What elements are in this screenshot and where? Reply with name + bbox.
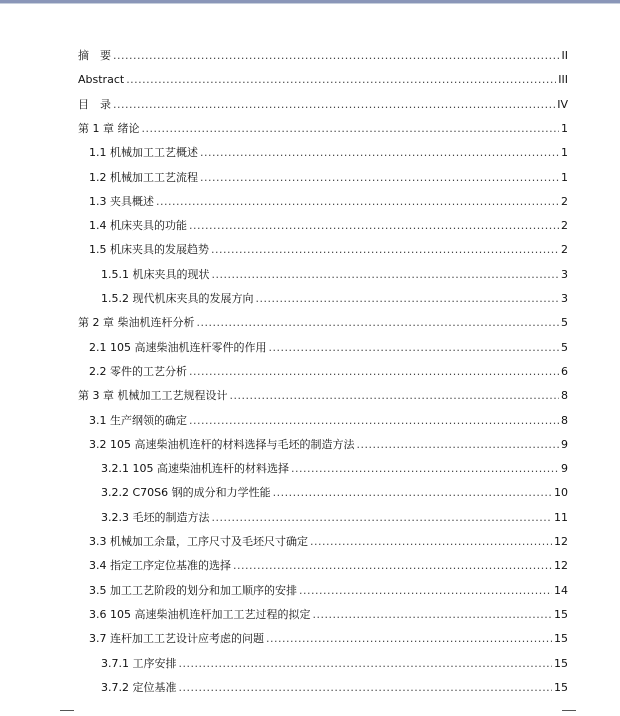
toc-page-number: 11: [554, 510, 568, 524]
toc-page-number: 6: [561, 364, 568, 378]
toc-entry[interactable]: [78, 121, 568, 137]
crop-mark: [562, 710, 576, 711]
toc-entry[interactable]: [89, 242, 568, 258]
toc-entry-title: 3.7.2 定位基准: [101, 680, 177, 694]
toc-entry[interactable]: [89, 558, 568, 574]
toc-leader-dots: [273, 485, 552, 501]
toc-entry-title: 3.7 连杆加工工艺设计应考虑的问题: [89, 632, 264, 646]
toc-entry[interactable]: [89, 437, 568, 453]
toc-leader-dots: [310, 534, 552, 550]
toc-entry-title: 3.2.1 105 高速柴油机连杆的材料选择: [101, 462, 289, 476]
toc-leader-dots: [211, 242, 559, 258]
toc-entry-title: 3.2.3 毛坯的制造方法: [101, 510, 210, 524]
toc-entry[interactable]: [101, 510, 568, 526]
toc-entry[interactable]: [89, 364, 568, 380]
toc-page-number: III: [558, 73, 568, 87]
toc-entry-title: 目 录: [78, 97, 111, 111]
toc-page-number: 3: [561, 267, 568, 281]
toc-page-number: 15: [554, 632, 568, 646]
toc-entry-title: 1.2 机械加工工艺流程: [89, 170, 198, 184]
toc-page-number: 15: [554, 680, 568, 694]
toc-entry[interactable]: [89, 607, 568, 623]
toc-page-number: 15: [554, 656, 568, 670]
toc-entry[interactable]: [89, 170, 568, 186]
toc-leader-dots: [156, 194, 559, 210]
toc-leader-dots: [126, 72, 556, 88]
toc-page-number: 5: [561, 316, 568, 330]
toc-page-number: 2: [561, 243, 568, 257]
toc-leader-dots: [113, 97, 555, 113]
crop-mark: [60, 710, 74, 711]
toc-page-number: 12: [554, 559, 568, 573]
toc-entry-title: 1.3 夹具概述: [89, 194, 154, 208]
toc-leader-dots: [212, 510, 553, 526]
toc-page-number: II: [561, 49, 568, 62]
toc-leader-dots: [200, 145, 559, 161]
toc-leader-dots: [197, 315, 560, 331]
toc-entry-title: 1.4 机床夹具的功能: [89, 219, 187, 233]
toc-entry-title: 1.5.1 机床夹具的现状: [101, 267, 210, 281]
toc-leader-dots: [179, 656, 553, 672]
toc-page-number: 15: [554, 607, 568, 621]
toc-entry-title: Abstract: [78, 73, 125, 87]
toc-entry[interactable]: [89, 194, 568, 210]
toc-entry-title: 2.2 零件的工艺分析: [89, 364, 187, 378]
toc-entry-title: 1.5 机床夹具的发展趋势: [89, 243, 209, 257]
toc-entry-title: 3.4 指定工序定位基准的选择: [89, 559, 231, 573]
toc-entry-title: 3.2 105 高速柴油机连杆的材料选择与毛坯的制造方法: [89, 437, 355, 451]
toc-entry[interactable]: [89, 631, 568, 647]
toc-page-number: 8: [561, 389, 568, 403]
toc-entry-title: 第 2 章 柴油机连杆分析: [78, 316, 195, 330]
toc-page-number: 1: [561, 170, 568, 184]
toc-leader-dots: [312, 607, 552, 623]
toc-entry-title: 第 3 章 机械加工工艺规程设计: [78, 389, 228, 403]
toc-leader-dots: [268, 340, 559, 356]
toc-entry[interactable]: [78, 72, 568, 88]
toc-page-number: 3: [561, 292, 568, 305]
toc-page-number: 1: [561, 146, 568, 160]
toc-page-number: 10: [554, 486, 568, 500]
toc-entry-title: 2.1 105 高速柴油机连杆零件的作用: [89, 340, 267, 354]
toc-leader-dots: [299, 583, 552, 599]
toc-entry-title: 摘 要: [78, 49, 111, 62]
toc-entry-title: 1.1 机械加工工艺概述: [89, 146, 198, 160]
toc-entry[interactable]: [101, 267, 568, 283]
toc-page-number: 9: [561, 462, 568, 476]
toc-entry-title: 3.2.2 C70S6 钢的成分和力学性能: [101, 486, 271, 500]
toc-leader-dots: [230, 388, 560, 404]
toc-page-number: 12: [554, 535, 568, 548]
toc-entry-title: 3.5 加工工艺阶段的划分和加工顺序的安排: [89, 583, 297, 597]
toc-leader-dots: [291, 461, 559, 477]
toc-page-number: IV: [557, 97, 568, 111]
toc-entry[interactable]: [89, 413, 568, 429]
toc-entry[interactable]: [78, 388, 568, 404]
toc-entry[interactable]: [101, 656, 568, 672]
toc-entry-title: 3.6 105 高速柴油机连杆加工工艺过程的拟定: [89, 607, 311, 621]
toc-entry[interactable]: [101, 485, 568, 501]
toc-leader-dots: [113, 48, 560, 64]
toc-entry[interactable]: [101, 680, 568, 696]
toc-entry[interactable]: [101, 291, 568, 307]
toc-page-number: 14: [554, 583, 568, 597]
toc-entry-title: 第 1 章 绪论: [78, 121, 140, 135]
toc-page-number: 2: [561, 219, 568, 233]
toc-leader-dots: [189, 218, 559, 234]
toc-entry[interactable]: [89, 145, 568, 161]
toc-leader-dots: [189, 413, 559, 429]
toc-leader-dots: [200, 170, 559, 186]
toc-leader-dots: [179, 680, 553, 696]
toc-page-number: 5: [561, 340, 568, 354]
toc-leader-dots: [233, 558, 552, 574]
toc-leader-dots: [356, 437, 559, 453]
toc-page-number: 8: [561, 413, 568, 427]
toc-leader-dots: [142, 121, 560, 137]
toc-leader-dots: [189, 364, 559, 380]
toc-entry[interactable]: [89, 340, 568, 356]
toc-entry-title: 3.7.1 工序安排: [101, 656, 177, 670]
toc-page-number: 9: [561, 437, 568, 451]
toc-entry-title: 3.3 机械加工余量，工序尺寸及毛坯尺寸确定: [89, 535, 308, 548]
toc-entry[interactable]: [78, 48, 568, 64]
toc-entry[interactable]: [78, 315, 568, 331]
toc-leader-dots: [256, 291, 560, 307]
toc-entry-title: 3.1 生产纲领的确定: [89, 413, 187, 427]
toc-leader-dots: [266, 631, 552, 647]
toc-page-number: 2: [561, 194, 568, 208]
toc-entry[interactable]: [101, 461, 568, 477]
toc-entry-title: 1.5.2 现代机床夹具的发展方向: [101, 292, 254, 305]
toc-entry[interactable]: [78, 97, 568, 113]
toc-entry[interactable]: [89, 583, 568, 599]
toc-entry[interactable]: [89, 218, 568, 234]
toc-entry[interactable]: [89, 534, 568, 550]
toc-page-number: 1: [561, 121, 568, 135]
toc-leader-dots: [212, 267, 560, 283]
